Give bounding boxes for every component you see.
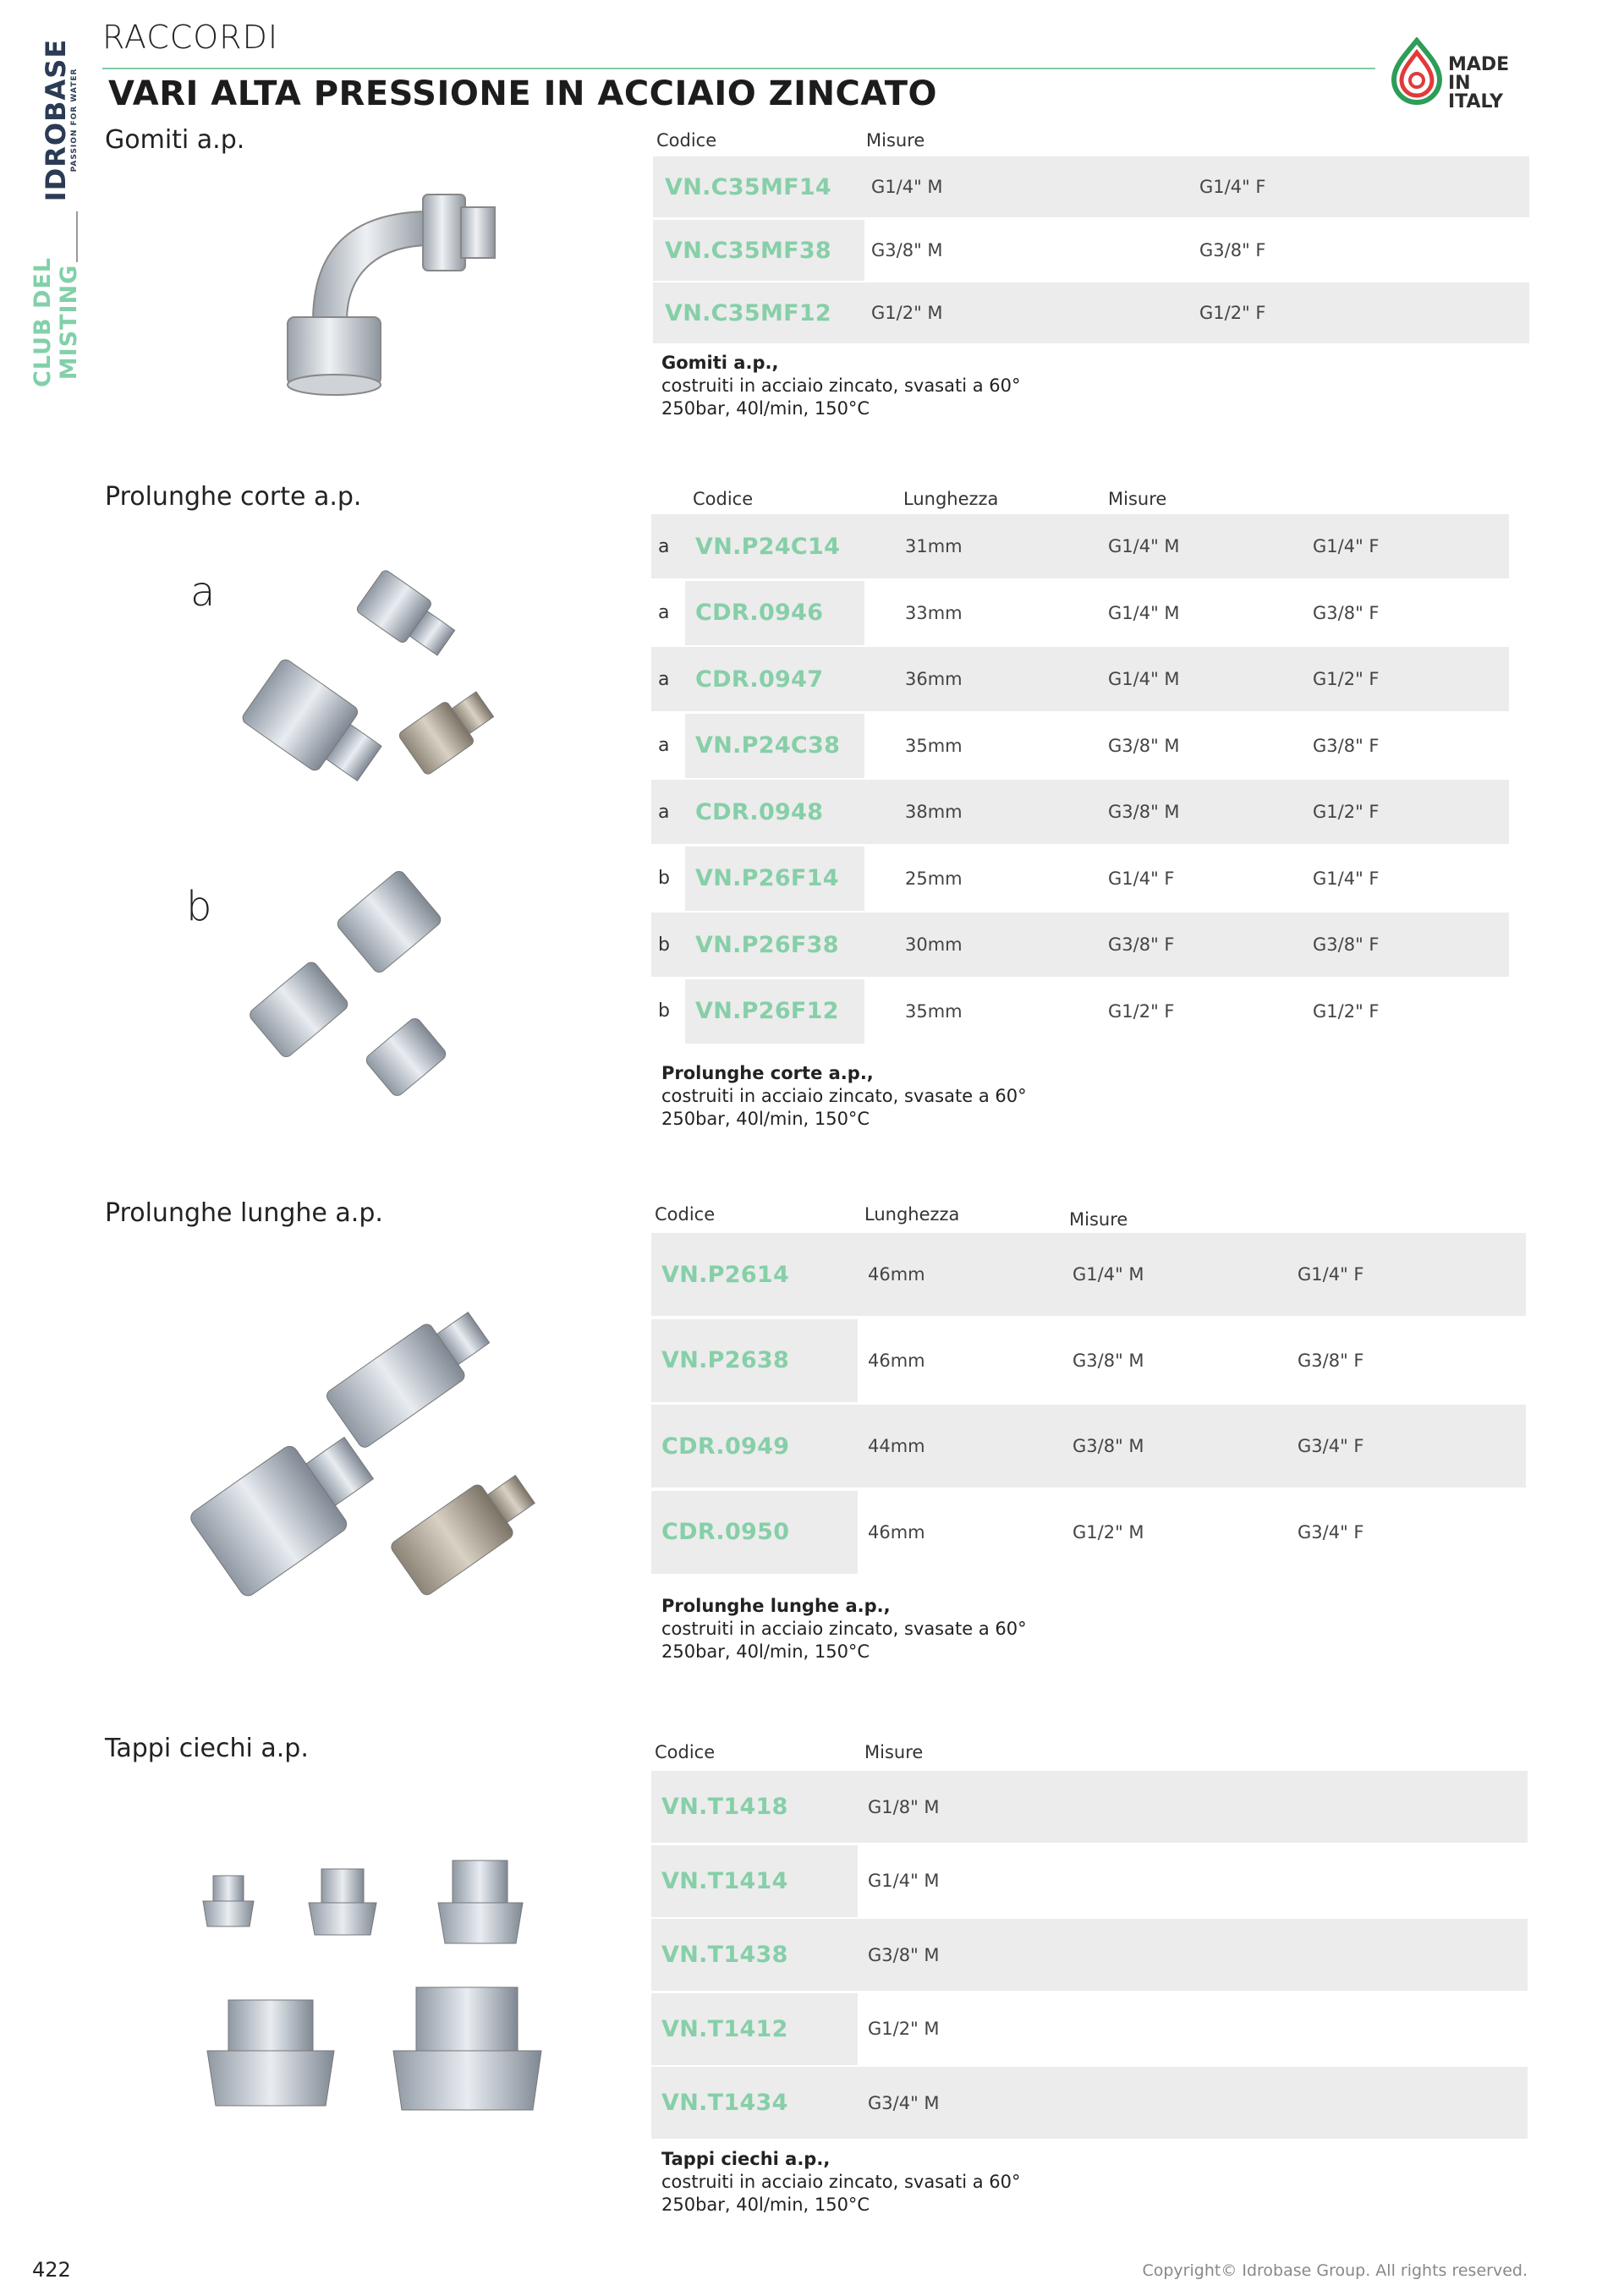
product-code: VN.P2638 <box>661 1347 790 1373</box>
section-title-prolunghe-lunghe: Prolunghe lunghe a.p. <box>105 1198 383 1228</box>
table-row <box>651 912 1509 977</box>
code-cell <box>651 1771 858 1843</box>
table-row <box>651 1771 1528 1843</box>
long-extensions-image <box>186 1285 567 1641</box>
size-2: G1/2" F <box>1313 669 1380 689</box>
size-male: G1/2" M <box>871 303 943 323</box>
table-row <box>651 647 1509 711</box>
product-code: VN.T1434 <box>661 2090 788 2116</box>
length: 30mm <box>905 934 963 955</box>
size-1: G3/8" M <box>1073 1350 1144 1371</box>
col-header-lunghezza: Lunghezza <box>864 1204 960 1225</box>
blind-caps-image <box>195 1852 558 2140</box>
product-note-prolunghe-corte: Prolunghe corte a.p., costruiti in acciaio zincato, svasate a 60° 250bar, 40l/min, 150°C <box>661 1063 1027 1129</box>
section-title-prolunghe-corte: Prolunghe corte a.p. <box>105 482 362 512</box>
code-cell <box>651 1845 858 1917</box>
product-code: VN.P2614 <box>661 1261 790 1288</box>
size: G1/8" M <box>868 1796 940 1817</box>
product-note-gomiti: Gomiti a.p., costruiti in acciaio zincato, svasati a 60° 250bar, 40l/min, 150°C <box>661 353 1021 419</box>
table-row <box>651 979 1509 1044</box>
table-row <box>651 1919 1528 1991</box>
col-header-codice: Codice <box>656 130 717 151</box>
category-title: RACCORDI <box>102 19 279 56</box>
short-extensions-b-image <box>237 854 508 1108</box>
size: G1/4" M <box>868 1871 940 1891</box>
length: 46mm <box>868 1521 925 1543</box>
col-header-misure: Misure <box>1108 489 1167 509</box>
size-2: G1/4" F <box>1313 868 1380 889</box>
image-label-a: a <box>190 568 216 616</box>
size-male: G1/4" M <box>871 177 943 197</box>
size-2: G3/4" F <box>1298 1436 1364 1456</box>
size-2: G1/2" F <box>1313 1000 1380 1022</box>
table-row <box>651 581 1509 645</box>
col-header-codice: Codice <box>655 1204 716 1225</box>
code-cell <box>651 1319 858 1402</box>
table-row <box>651 1845 1528 1917</box>
length: 31mm <box>905 536 963 556</box>
table-row <box>651 514 1509 578</box>
type-letter: a <box>658 602 670 623</box>
italy-drop-icon <box>1387 37 1446 105</box>
size-2: G3/8" F <box>1298 1350 1364 1371</box>
size-1: G3/8" M <box>1108 802 1180 822</box>
page-title: VARI ALTA PRESSIONE IN ACCIAIO ZINCATO <box>108 74 938 113</box>
product-code: VN.T1418 <box>661 1794 788 1820</box>
copyright: Copyright© Idrobase Group. All rights reserved. <box>1142 2261 1528 2280</box>
image-label-b: b <box>186 883 212 930</box>
size-female: G1/2" F <box>1199 303 1266 323</box>
product-code: VN.P26F38 <box>695 931 839 958</box>
length: 46mm <box>868 1264 925 1285</box>
type-letter: a <box>658 801 670 823</box>
type-letter: a <box>658 735 670 756</box>
product-code: VN.P24C14 <box>695 533 841 560</box>
code-cell <box>685 780 864 844</box>
size-1: G1/4" F <box>1108 868 1175 889</box>
page-number: 422 <box>32 2258 71 2282</box>
table-row <box>653 220 1529 281</box>
size-male: G3/8" M <box>871 240 943 260</box>
type-letter: a <box>658 668 670 690</box>
size-1: G1/4" M <box>1073 1264 1144 1285</box>
code-cell <box>651 1919 858 1991</box>
length: 35mm <box>905 1000 963 1022</box>
size-2: G3/8" F <box>1313 735 1380 756</box>
col-header-misure: Misure <box>1069 1209 1128 1230</box>
size-1: G1/4" M <box>1108 536 1180 556</box>
product-code: VN.C35MF14 <box>665 173 832 200</box>
type-letter: b <box>658 934 670 956</box>
col-header-misure: Misure <box>866 130 925 151</box>
made-in-italy-badge <box>1387 37 1531 112</box>
code-cell <box>651 2067 858 2139</box>
product-code: CDR.0950 <box>661 1519 790 1545</box>
product-code: VN.C35MF38 <box>665 237 832 264</box>
product-code: CDR.0946 <box>695 600 824 626</box>
brand-name: IDROBASE <box>40 38 72 202</box>
product-code: VN.T1438 <box>661 1942 788 1968</box>
sidebar <box>30 38 82 440</box>
code-cell <box>685 647 864 711</box>
section-title-tappi-ciechi: Tappi ciechi a.p. <box>105 1734 309 1763</box>
size-1: G1/4" M <box>1108 602 1180 623</box>
table-row <box>651 2067 1528 2139</box>
type-letter: b <box>658 868 670 889</box>
brand-tagline: PASSION FOR WATER <box>70 68 79 173</box>
product-code: VN.P24C38 <box>695 732 841 759</box>
table-row <box>651 1993 1528 2065</box>
size-2: G3/8" F <box>1313 934 1380 955</box>
section-title-gomiti: Gomiti a.p. <box>105 125 245 155</box>
product-note-tappi-ciechi: Tappi ciechi a.p., costruiti in acciaio zincato, svasati a 60° 250bar, 40l/min, 150°C <box>661 2149 1021 2215</box>
made-label: MADE <box>1448 54 1510 75</box>
table-row <box>651 1319 1526 1402</box>
length: 33mm <box>905 602 963 623</box>
length: 44mm <box>868 1436 925 1456</box>
length: 46mm <box>868 1350 925 1371</box>
code-cell <box>651 1233 858 1316</box>
short-extensions-a-image <box>237 550 524 803</box>
size-1: G3/8" M <box>1108 735 1180 756</box>
elbow-fitting-image <box>254 178 524 406</box>
idrobase-logo <box>41 31 79 209</box>
size-1: G1/2" M <box>1073 1521 1144 1543</box>
size-2: G1/4" F <box>1298 1264 1364 1285</box>
table-row <box>651 847 1509 911</box>
code-cell <box>685 581 864 645</box>
table-row <box>651 780 1509 844</box>
product-code: CDR.0948 <box>695 798 824 825</box>
product-code: CDR.0949 <box>661 1433 790 1460</box>
size-female: G3/8" F <box>1199 240 1266 260</box>
product-code: VN.P26F14 <box>695 865 839 891</box>
size-1: G1/4" M <box>1108 669 1180 689</box>
size-1: G1/2" F <box>1108 1000 1175 1022</box>
size-2: G3/8" F <box>1313 602 1380 623</box>
size: G1/2" M <box>868 2019 940 2039</box>
size-2: G3/4" F <box>1298 1521 1364 1543</box>
code-cell <box>651 1993 858 2065</box>
type-letter: b <box>658 1000 670 1022</box>
code-cell <box>685 912 864 977</box>
code-cell <box>685 979 864 1044</box>
table-row <box>651 1405 1526 1488</box>
length: 36mm <box>905 669 963 689</box>
length: 38mm <box>905 802 963 822</box>
product-code: VN.T1414 <box>661 1867 788 1894</box>
col-header-lunghezza: Lunghezza <box>903 489 999 509</box>
product-note-prolunghe-lunghe: Prolunghe lunghe a.p., costruiti in acciaio zincato, svasate a 60° 250bar, 40l/min, 150°C <box>661 1596 1027 1662</box>
table-row <box>653 282 1529 343</box>
type-letter: a <box>658 535 670 557</box>
code-cell <box>651 1405 858 1488</box>
product-code: CDR.0947 <box>695 666 824 693</box>
col-header-misure: Misure <box>864 1742 924 1762</box>
size-1: G3/8" M <box>1073 1436 1144 1456</box>
col-header-codice: Codice <box>693 489 754 509</box>
in-italy-label: IN ITALY <box>1448 73 1504 112</box>
product-code: VN.C35MF12 <box>665 299 832 326</box>
table-row <box>651 714 1509 778</box>
product-code: VN.T1412 <box>661 2015 788 2042</box>
table-row <box>653 156 1529 217</box>
code-cell <box>685 714 864 778</box>
code-cell <box>651 1491 858 1574</box>
table-row <box>651 1491 1526 1574</box>
code-cell <box>685 847 864 911</box>
length: 25mm <box>905 868 963 889</box>
size: G3/8" M <box>868 1944 940 1965</box>
table-row <box>651 1233 1526 1316</box>
size-2: G1/2" F <box>1313 802 1380 822</box>
col-header-codice: Codice <box>655 1742 716 1762</box>
size: G3/4" M <box>868 2092 940 2113</box>
code-cell <box>685 514 864 578</box>
length: 35mm <box>905 735 963 756</box>
size-1: G3/8" F <box>1108 934 1175 955</box>
size-2: G1/4" F <box>1313 536 1380 556</box>
header-divider <box>102 68 1375 69</box>
product-code: VN.P26F12 <box>695 998 839 1024</box>
size-female: G1/4" F <box>1199 177 1266 197</box>
club-del-misting-label: CLUB DEL MISTING <box>30 256 82 388</box>
